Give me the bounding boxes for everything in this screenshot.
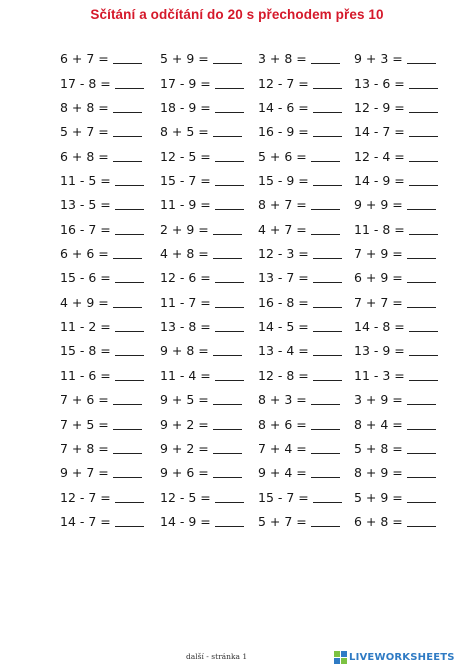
exercise-expression: 3 + 8 = — [258, 51, 307, 67]
exercise-item — [52, 169, 150, 193]
answer-blank[interactable] — [407, 404, 436, 405]
answer-blank[interactable] — [313, 282, 342, 283]
answer-blank[interactable] — [409, 234, 438, 235]
answer-blank[interactable] — [409, 112, 438, 113]
answer-blank[interactable] — [409, 161, 438, 162]
answer-blank[interactable] — [213, 258, 242, 259]
answer-blank[interactable] — [313, 331, 342, 332]
exercise-grid — [52, 47, 444, 534]
answer-blank[interactable] — [407, 63, 436, 64]
answer-blank[interactable] — [213, 404, 242, 405]
exercise-expression: 11 - 9 = — [160, 197, 211, 213]
exercise-item — [150, 388, 248, 412]
exercise-item — [150, 437, 248, 461]
worksheet-title: Sčítání a odčítání do 20 s přechodem přes 10 — [90, 7, 384, 22]
answer-blank[interactable] — [311, 63, 340, 64]
exercise-expression: 9 + 8 = — [160, 343, 209, 359]
answer-blank[interactable] — [407, 477, 436, 478]
exercise-item — [52, 412, 150, 436]
answer-blank[interactable] — [409, 355, 438, 356]
answer-blank[interactable] — [115, 209, 144, 210]
answer-blank[interactable] — [409, 380, 438, 381]
exercise-item — [248, 120, 346, 144]
answer-blank[interactable] — [215, 282, 244, 283]
answer-blank[interactable] — [213, 477, 242, 478]
exercise-item — [346, 290, 444, 314]
exercise-item — [52, 339, 150, 363]
answer-blank[interactable] — [311, 429, 340, 430]
liveworksheets-logo-icon — [334, 651, 347, 664]
exercise-expression: 9 + 3 = — [354, 51, 403, 67]
answer-blank[interactable] — [409, 331, 438, 332]
exercise-item — [248, 461, 346, 485]
answer-blank[interactable] — [407, 526, 436, 527]
exercise-expression: 15 - 7 = — [258, 489, 309, 505]
exercise-expression: 7 + 8 = — [60, 440, 109, 456]
answer-blank[interactable] — [113, 404, 142, 405]
answer-blank[interactable] — [311, 209, 340, 210]
answer-blank[interactable] — [313, 136, 342, 137]
answer-blank[interactable] — [311, 453, 340, 454]
exercise-expression: 11 - 7 = — [160, 294, 211, 310]
exercise-item — [248, 290, 346, 314]
exercise-expression: 5 + 9 = — [354, 489, 403, 505]
exercise-item — [52, 461, 150, 485]
exercise-item — [150, 363, 248, 387]
exercise-expression: 15 - 7 = — [160, 173, 211, 189]
exercise-expression: 14 - 9 = — [354, 173, 405, 189]
exercise-expression: 9 + 2 = — [160, 440, 209, 456]
exercise-item — [52, 266, 150, 290]
exercise-expression: 8 + 5 = — [160, 124, 209, 140]
exercise-expression: 3 + 9 = — [354, 392, 403, 408]
answer-blank[interactable] — [215, 112, 244, 113]
exercise-item — [248, 510, 346, 534]
answer-blank[interactable] — [115, 234, 144, 235]
answer-blank[interactable] — [215, 380, 244, 381]
exercise-item — [248, 47, 346, 71]
answer-blank[interactable] — [113, 63, 142, 64]
exercise-expression: 16 - 7 = — [60, 221, 111, 237]
exercise-item — [346, 169, 444, 193]
exercise-item — [346, 339, 444, 363]
answer-blank[interactable] — [407, 209, 436, 210]
exercise-item — [248, 217, 346, 241]
exercise-item — [346, 47, 444, 71]
answer-blank[interactable] — [113, 307, 142, 308]
exercise-expression: 4 + 8 = — [160, 246, 209, 262]
answer-blank[interactable] — [213, 136, 242, 137]
exercise-expression: 11 - 8 = — [354, 221, 405, 237]
exercise-expression: 12 - 5 = — [160, 489, 211, 505]
answer-blank[interactable] — [215, 209, 244, 210]
exercise-expression: 15 - 6 = — [60, 270, 111, 286]
answer-blank[interactable] — [215, 331, 244, 332]
exercise-item — [150, 242, 248, 266]
exercise-expression: 14 - 8 = — [354, 319, 405, 335]
answer-blank[interactable] — [213, 63, 242, 64]
exercise-expression: 5 + 7 = — [258, 513, 307, 529]
exercise-expression: 12 - 5 = — [160, 148, 211, 164]
exercise-item — [248, 96, 346, 120]
exercise-expression: 5 + 6 = — [258, 148, 307, 164]
exercise-item — [52, 315, 150, 339]
exercise-item — [248, 144, 346, 168]
exercise-item — [150, 169, 248, 193]
exercise-expression: 11 - 5 = — [60, 173, 111, 189]
exercise-expression: 9 + 2 = — [160, 416, 209, 432]
exercise-expression: 13 - 9 = — [354, 343, 405, 359]
answer-blank[interactable] — [213, 429, 242, 430]
exercise-item — [248, 437, 346, 461]
answer-blank[interactable] — [215, 502, 244, 503]
exercise-expression: 17 - 8 = — [60, 75, 111, 91]
exercise-item — [150, 144, 248, 168]
exercise-expression: 6 + 8 = — [60, 148, 109, 164]
answer-blank[interactable] — [113, 161, 142, 162]
exercise-expression: 18 - 9 = — [160, 100, 211, 116]
answer-blank[interactable] — [409, 185, 438, 186]
exercise-expression: 5 + 7 = — [60, 124, 109, 140]
exercise-item — [346, 315, 444, 339]
exercise-expression: 9 + 6 = — [160, 465, 209, 481]
exercise-expression: 14 - 7 = — [60, 513, 111, 529]
answer-blank[interactable] — [115, 331, 144, 332]
answer-blank[interactable] — [115, 355, 144, 356]
exercise-item — [52, 120, 150, 144]
answer-blank[interactable] — [407, 429, 436, 430]
exercise-expression: 12 - 3 = — [258, 246, 309, 262]
exercise-expression: 8 + 6 = — [258, 416, 307, 432]
exercise-item — [346, 363, 444, 387]
answer-blank[interactable] — [115, 88, 144, 89]
exercise-item — [52, 290, 150, 314]
answer-blank[interactable] — [113, 258, 142, 259]
exercise-item — [346, 71, 444, 95]
exercise-expression: 16 - 9 = — [258, 124, 309, 140]
exercise-expression: 8 + 8 = — [60, 100, 109, 116]
exercise-expression: 14 - 9 = — [160, 513, 211, 529]
exercise-expression: 8 + 9 = — [354, 465, 403, 481]
exercise-item — [52, 47, 150, 71]
exercise-item — [346, 96, 444, 120]
answer-blank[interactable] — [409, 136, 438, 137]
exercise-expression: 7 + 7 = — [354, 294, 403, 310]
exercise-item — [248, 388, 346, 412]
exercise-expression: 8 + 3 = — [258, 392, 307, 408]
exercise-expression: 13 - 5 = — [60, 197, 111, 213]
exercise-expression: 6 + 6 = — [60, 246, 109, 262]
brand-name: LIVEWORKSHEETS — [349, 651, 455, 663]
exercise-item — [248, 242, 346, 266]
answer-blank[interactable] — [311, 404, 340, 405]
answer-blank[interactable] — [407, 282, 436, 283]
exercise-item — [346, 266, 444, 290]
exercise-expression: 8 + 4 = — [354, 416, 403, 432]
exercise-expression: 4 + 9 = — [60, 294, 109, 310]
exercise-item — [52, 485, 150, 509]
answer-blank[interactable] — [409, 88, 438, 89]
exercise-expression: 4 + 7 = — [258, 221, 307, 237]
exercise-expression: 13 - 8 = — [160, 319, 211, 335]
exercise-item — [150, 266, 248, 290]
exercise-item — [52, 363, 150, 387]
exercise-item — [248, 363, 346, 387]
answer-blank[interactable] — [115, 380, 144, 381]
exercise-item — [150, 120, 248, 144]
exercise-item — [150, 485, 248, 509]
answer-blank[interactable] — [311, 161, 340, 162]
answer-blank[interactable] — [313, 258, 342, 259]
exercise-expression: 12 - 4 = — [354, 148, 405, 164]
exercise-item — [346, 437, 444, 461]
exercise-item — [150, 217, 248, 241]
answer-blank[interactable] — [313, 88, 342, 89]
exercise-expression: 11 - 4 = — [160, 367, 211, 383]
exercise-item — [346, 510, 444, 534]
exercise-expression: 7 + 6 = — [60, 392, 109, 408]
exercise-item — [248, 266, 346, 290]
exercise-expression: 12 - 8 = — [258, 367, 309, 383]
exercise-item — [52, 193, 150, 217]
answer-blank[interactable] — [313, 380, 342, 381]
exercise-expression: 6 + 8 = — [354, 513, 403, 529]
exercise-expression: 14 - 5 = — [258, 319, 309, 335]
exercise-item — [346, 242, 444, 266]
exercise-item — [150, 510, 248, 534]
exercise-expression: 6 + 7 = — [60, 51, 109, 67]
exercise-item — [346, 144, 444, 168]
exercise-item — [248, 412, 346, 436]
answer-blank[interactable] — [113, 112, 142, 113]
exercise-item — [52, 144, 150, 168]
exercise-expression: 7 + 5 = — [60, 416, 109, 432]
exercise-expression: 12 - 6 = — [160, 270, 211, 286]
answer-blank[interactable] — [113, 429, 142, 430]
answer-blank[interactable] — [215, 307, 244, 308]
answer-blank[interactable] — [313, 307, 342, 308]
exercise-item — [52, 510, 150, 534]
answer-blank[interactable] — [313, 112, 342, 113]
exercise-expression: 5 + 9 = — [160, 51, 209, 67]
exercise-expression: 7 + 4 = — [258, 440, 307, 456]
exercise-item — [248, 485, 346, 509]
exercise-expression: 13 - 6 = — [354, 75, 405, 91]
answer-blank[interactable] — [311, 526, 340, 527]
exercise-expression: 17 - 9 = — [160, 75, 211, 91]
exercise-item — [346, 412, 444, 436]
exercise-item — [150, 461, 248, 485]
answer-blank[interactable] — [215, 161, 244, 162]
exercise-item — [248, 71, 346, 95]
brand-logo — [334, 650, 455, 664]
answer-blank[interactable] — [213, 234, 242, 235]
exercise-expression: 16 - 8 = — [258, 294, 309, 310]
answer-blank[interactable] — [115, 185, 144, 186]
exercise-expression: 15 - 9 = — [258, 173, 309, 189]
exercise-item — [150, 339, 248, 363]
answer-blank[interactable] — [113, 477, 142, 478]
exercise-item — [52, 217, 150, 241]
answer-blank[interactable] — [407, 453, 436, 454]
exercise-expression: 2 + 9 = — [160, 221, 209, 237]
exercise-item — [346, 217, 444, 241]
answer-blank[interactable] — [215, 526, 244, 527]
exercise-item — [150, 96, 248, 120]
answer-blank[interactable] — [407, 502, 436, 503]
answer-blank[interactable] — [113, 136, 142, 137]
exercise-item — [346, 193, 444, 217]
answer-blank[interactable] — [313, 502, 342, 503]
answer-blank[interactable] — [215, 185, 244, 186]
exercise-expression: 15 - 8 = — [60, 343, 111, 359]
answer-blank[interactable] — [311, 477, 340, 478]
exercise-item — [150, 47, 248, 71]
exercise-item — [52, 71, 150, 95]
exercise-expression: 14 - 6 = — [258, 100, 309, 116]
exercise-expression: 12 - 7 = — [60, 489, 111, 505]
exercise-item — [150, 71, 248, 95]
exercise-expression: 7 + 9 = — [354, 246, 403, 262]
exercise-expression: 6 + 9 = — [354, 270, 403, 286]
answer-blank[interactable] — [115, 526, 144, 527]
answer-blank[interactable] — [313, 185, 342, 186]
exercise-expression: 12 - 7 = — [258, 75, 309, 91]
exercise-item — [248, 339, 346, 363]
answer-blank[interactable] — [215, 88, 244, 89]
exercise-item — [150, 412, 248, 436]
answer-blank[interactable] — [115, 282, 144, 283]
answer-blank[interactable] — [407, 258, 436, 259]
exercise-item — [346, 485, 444, 509]
exercise-expression: 9 + 4 = — [258, 465, 307, 481]
answer-blank[interactable] — [311, 234, 340, 235]
exercise-item — [52, 388, 150, 412]
answer-blank[interactable] — [407, 307, 436, 308]
exercise-item — [346, 120, 444, 144]
exercise-expression: 9 + 5 = — [160, 392, 209, 408]
exercise-expression: 9 + 7 = — [60, 465, 109, 481]
exercise-item — [248, 315, 346, 339]
exercise-item — [52, 96, 150, 120]
answer-blank[interactable] — [213, 355, 242, 356]
exercise-expression: 11 - 6 = — [60, 367, 111, 383]
exercise-item — [248, 169, 346, 193]
exercise-expression: 5 + 8 = — [354, 440, 403, 456]
answer-blank[interactable] — [213, 453, 242, 454]
exercise-item — [346, 388, 444, 412]
exercise-item — [150, 290, 248, 314]
exercise-item — [150, 315, 248, 339]
exercise-item — [150, 193, 248, 217]
exercise-item — [52, 242, 150, 266]
answer-blank[interactable] — [313, 355, 342, 356]
exercise-expression: 11 - 2 = — [60, 319, 111, 335]
exercise-expression: 12 - 9 = — [354, 100, 405, 116]
exercise-expression: 8 + 7 = — [258, 197, 307, 213]
exercise-expression: 11 - 3 = — [354, 367, 405, 383]
answer-blank[interactable] — [113, 453, 142, 454]
page-navigation-text[interactable]: další - stránka 1 — [186, 652, 248, 661]
exercise-expression: 9 + 9 = — [354, 197, 403, 213]
exercise-expression: 14 - 7 = — [354, 124, 405, 140]
exercise-item — [248, 193, 346, 217]
exercise-item — [346, 461, 444, 485]
exercise-expression: 13 - 7 = — [258, 270, 309, 286]
answer-blank[interactable] — [115, 502, 144, 503]
exercise-expression: 13 - 4 = — [258, 343, 309, 359]
exercise-item — [52, 437, 150, 461]
